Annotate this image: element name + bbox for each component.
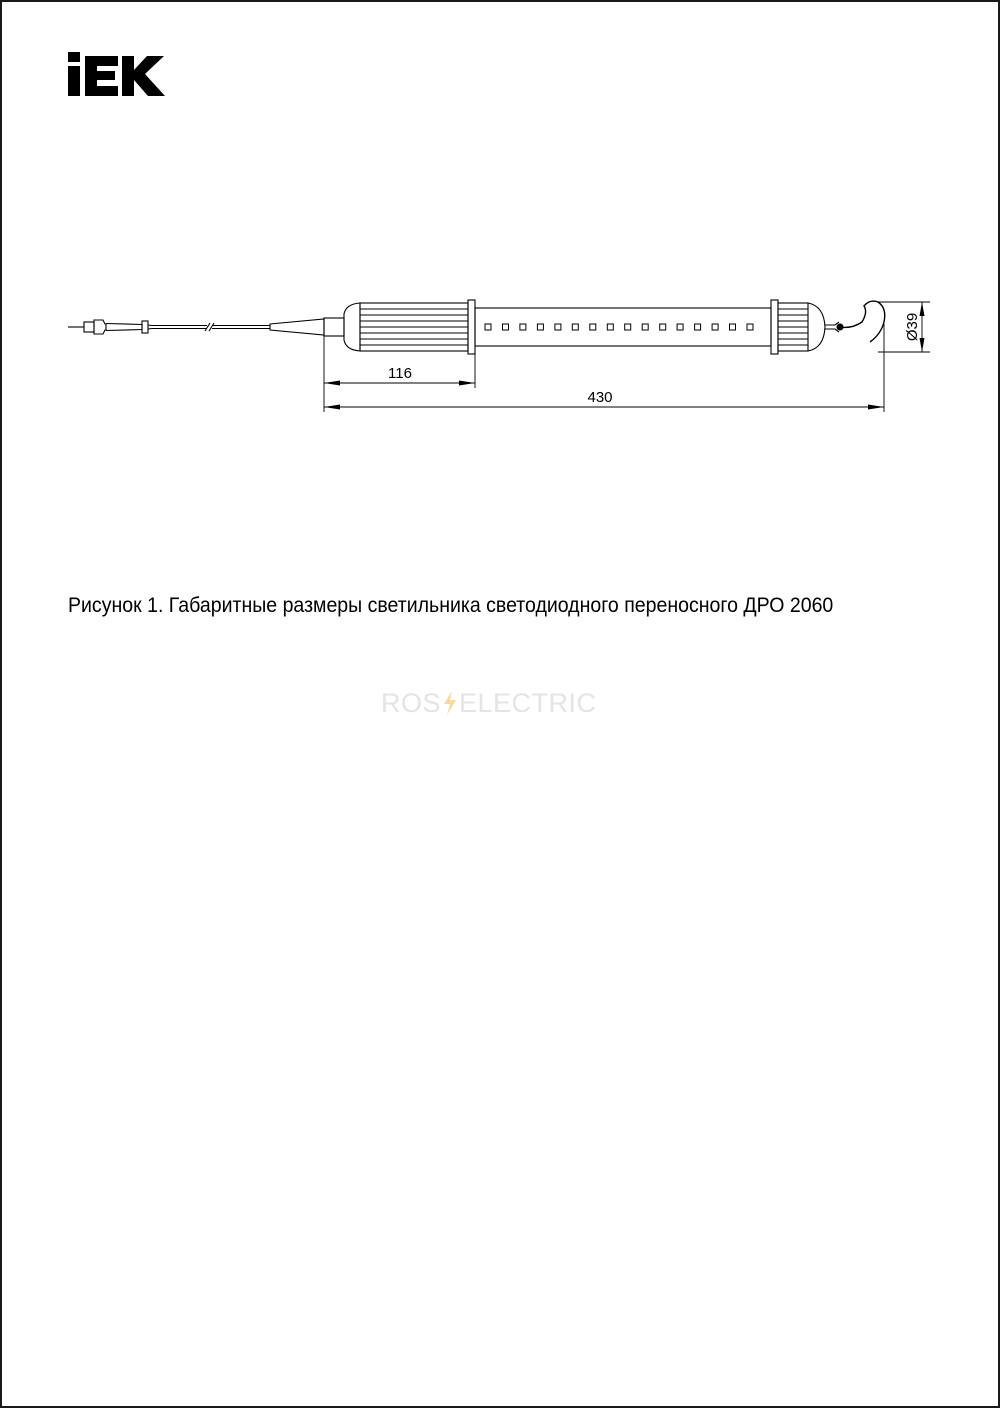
watermark — [381, 688, 631, 719]
end-collar — [771, 300, 778, 354]
watermark-left: ROS — [381, 688, 442, 718]
led-11 — [660, 324, 666, 330]
dimension-label-430: 430 — [587, 389, 613, 406]
dimension-label-diameter: Ø39 — [904, 312, 921, 342]
led-10 — [642, 324, 648, 330]
figure-caption: Рисунок 1. Габаритные размеры светильника светодиодного переносного ДРО 2060 — [68, 594, 834, 617]
led-6 — [572, 324, 578, 330]
led-7 — [590, 324, 596, 330]
led-5 — [555, 324, 561, 330]
led-row — [485, 324, 753, 330]
watermark-right: ELECTRIC — [459, 688, 597, 718]
lightning-bolt-icon — [442, 691, 458, 715]
iek-logo — [68, 52, 166, 96]
hook-stem — [825, 322, 839, 325]
dimension-label-116: 116 — [388, 365, 412, 382]
led-3 — [520, 324, 526, 330]
technical-drawing — [2, 282, 1000, 422]
grip-collar — [468, 300, 475, 354]
cable — [152, 323, 270, 331]
end-dome — [808, 303, 825, 351]
led-9 — [625, 324, 631, 330]
led-14 — [712, 324, 718, 330]
led-4 — [537, 324, 543, 330]
grip-cap — [344, 303, 360, 351]
strain-relief — [270, 319, 324, 335]
led-13 — [695, 324, 701, 330]
grip-ribs — [360, 309, 468, 345]
plug — [68, 320, 152, 334]
led-8 — [607, 324, 613, 330]
led-1 — [485, 324, 491, 330]
hook — [839, 301, 885, 342]
led-15 — [730, 324, 736, 330]
led-2 — [503, 324, 509, 330]
led-16 — [747, 324, 753, 330]
led-12 — [677, 324, 683, 330]
